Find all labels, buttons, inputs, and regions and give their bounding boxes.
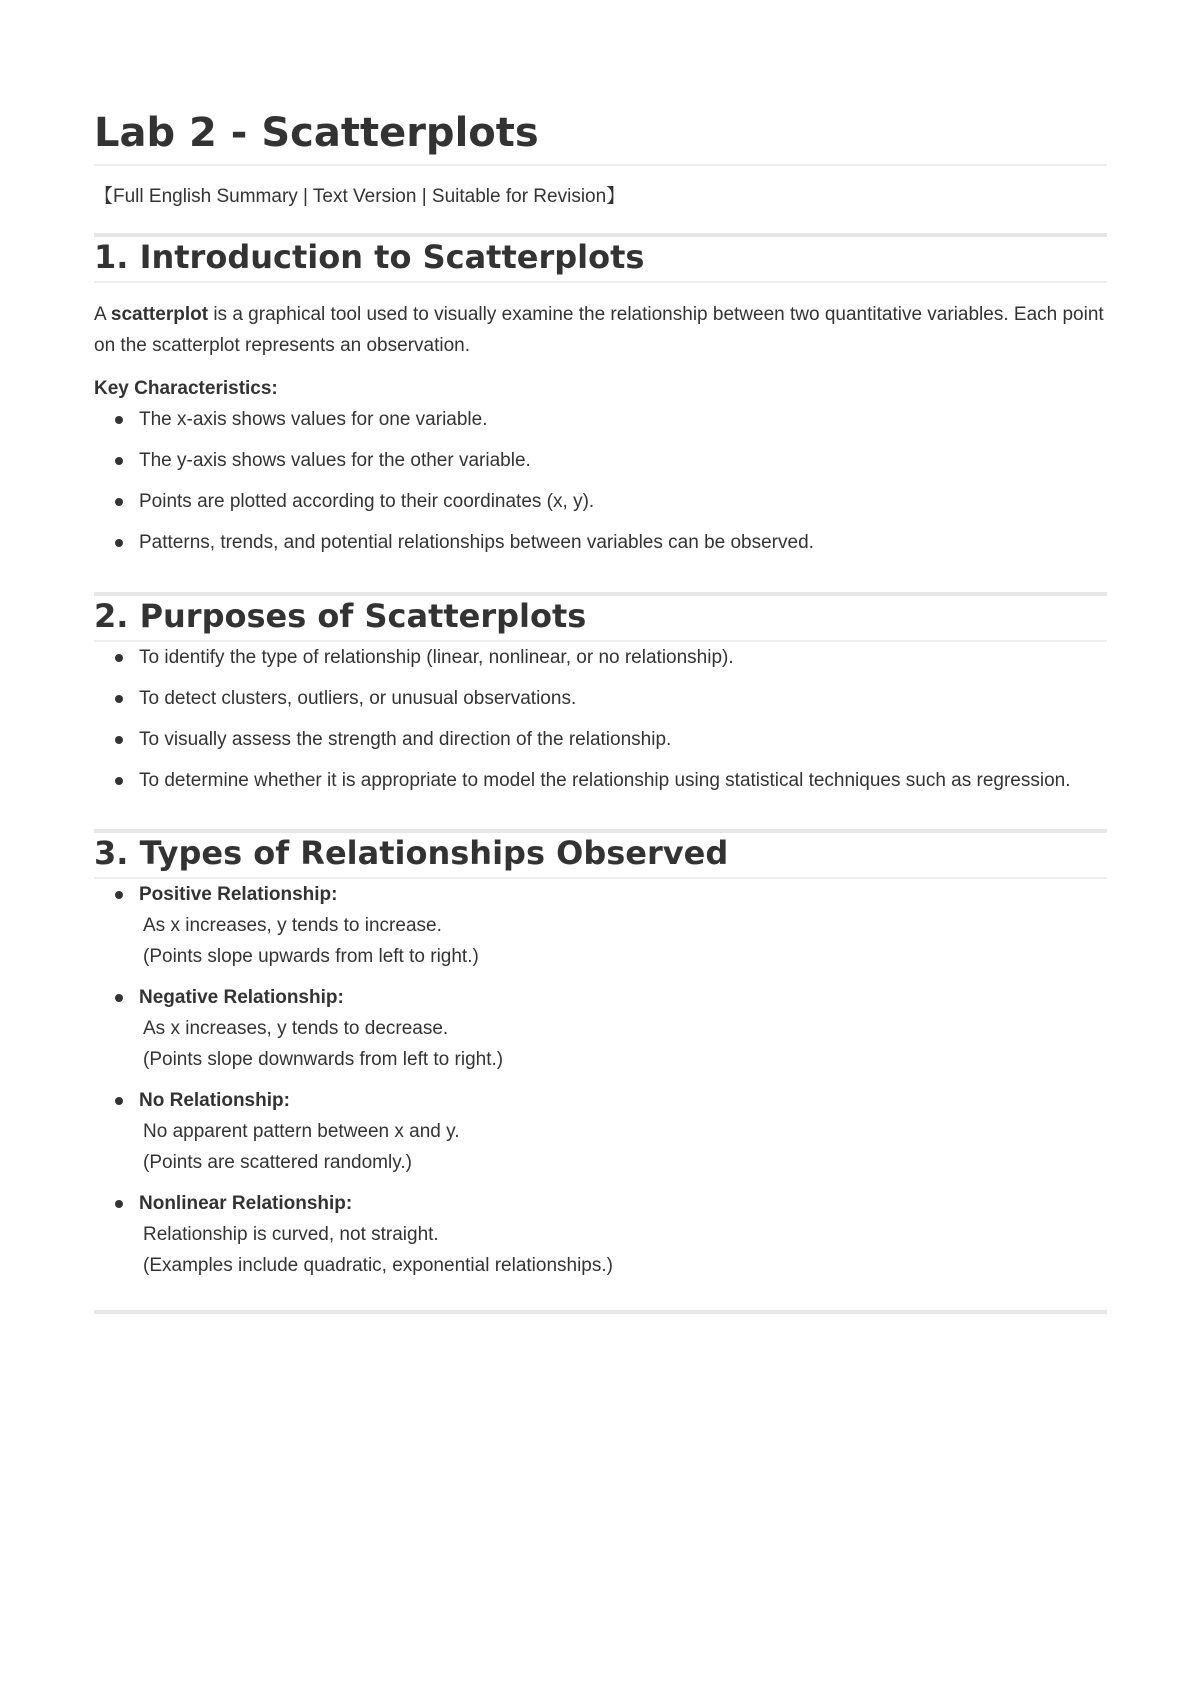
relationship-note: (Points slope upwards from left to right.) (143, 946, 479, 967)
bullet-icon (115, 416, 123, 424)
relationship-name: Negative Relationship: (139, 987, 344, 1008)
bullet-icon (115, 654, 123, 662)
list-item (94, 445, 1107, 476)
relationship-description: Relationship is curved, not straight. (143, 1224, 439, 1245)
list-item (94, 404, 1107, 435)
bullet-icon (115, 994, 123, 1002)
list-item-text: Patterns, trends, and potential relationships between variables can be observed. (139, 532, 814, 553)
bullet-icon (115, 1200, 123, 1208)
relationship-name: Nonlinear Relationship: (139, 1193, 353, 1214)
list-item (94, 879, 1107, 972)
list-item (94, 486, 1107, 517)
list-item-text: To determine whether it is appropriate to model the relationship using statistical techniques such as regression. (139, 770, 1071, 791)
list-item (94, 683, 1107, 714)
section-relationship-types (94, 833, 1107, 1310)
relationship-types-list (94, 879, 1107, 1281)
list-item-text: Points are plotted according to their coordinates (x, y). (139, 491, 595, 512)
bullet-icon (115, 736, 123, 744)
bullet-icon (115, 695, 123, 703)
intro-prefix: A (94, 304, 111, 325)
intro-paragraph (94, 299, 1107, 361)
bullet-icon (115, 539, 123, 547)
list-item (94, 1085, 1107, 1178)
list-item (94, 527, 1107, 558)
relationship-note: (Examples include quadratic, exponential relationships.) (143, 1255, 613, 1276)
section-divider (94, 1310, 1107, 1314)
section-heading-relationship-types: 3. Types of Relationships Observed (94, 833, 1107, 879)
relationship-note: (Points are scattered randomly.) (143, 1152, 412, 1173)
section-heading-introduction: 1. Introduction to Scatterplots (94, 237, 1107, 283)
intro-rest: is a graphical tool used to visually examine the relationship between two quantitative variables. Each point on the scatterplot represents an observation. (94, 304, 1104, 356)
relationship-description: No apparent pattern between x and y. (143, 1121, 460, 1142)
bullet-icon (115, 498, 123, 506)
list-item-text: The y-axis shows values for the other variable. (139, 450, 531, 471)
section-introduction (94, 237, 1107, 592)
page-title: Lab 2 - Scatterplots (94, 0, 1107, 166)
bullet-icon (115, 1097, 123, 1105)
list-item (94, 765, 1107, 796)
list-item-text: To identify the type of relationship (linear, nonlinear, or no relationship). (139, 647, 734, 668)
relationship-name: No Relationship: (139, 1090, 290, 1111)
key-characteristics-list (94, 404, 1107, 558)
bullet-icon (115, 457, 123, 465)
bullet-icon (115, 891, 123, 899)
section-heading-purposes: 2. Purposes of Scatterplots (94, 596, 1107, 642)
list-item (94, 982, 1107, 1075)
list-item-text: The x-axis shows values for one variable. (139, 409, 488, 430)
relationship-description: As x increases, y tends to decrease. (143, 1018, 449, 1039)
list-item (94, 1188, 1107, 1281)
bullet-icon (115, 777, 123, 785)
relationship-note: (Points slope downwards from left to right.) (143, 1049, 504, 1070)
relationship-description: As x increases, y tends to increase. (143, 915, 442, 936)
purposes-list (94, 642, 1107, 796)
list-item-text: To detect clusters, outliers, or unusual observations. (139, 688, 577, 709)
list-item (94, 642, 1107, 673)
document-subtitle: 【Full English Summary | Text Version | Suitable for Revision】 (94, 186, 626, 207)
relationship-name: Positive Relationship: (139, 884, 338, 905)
section-purposes (94, 596, 1107, 829)
list-item-text: To visually assess the strength and direction of the relationship. (139, 729, 672, 750)
intro-bold-term: scatterplot (110, 304, 209, 325)
key-characteristics-label: Key Characteristics: (94, 378, 278, 399)
list-item (94, 724, 1107, 755)
